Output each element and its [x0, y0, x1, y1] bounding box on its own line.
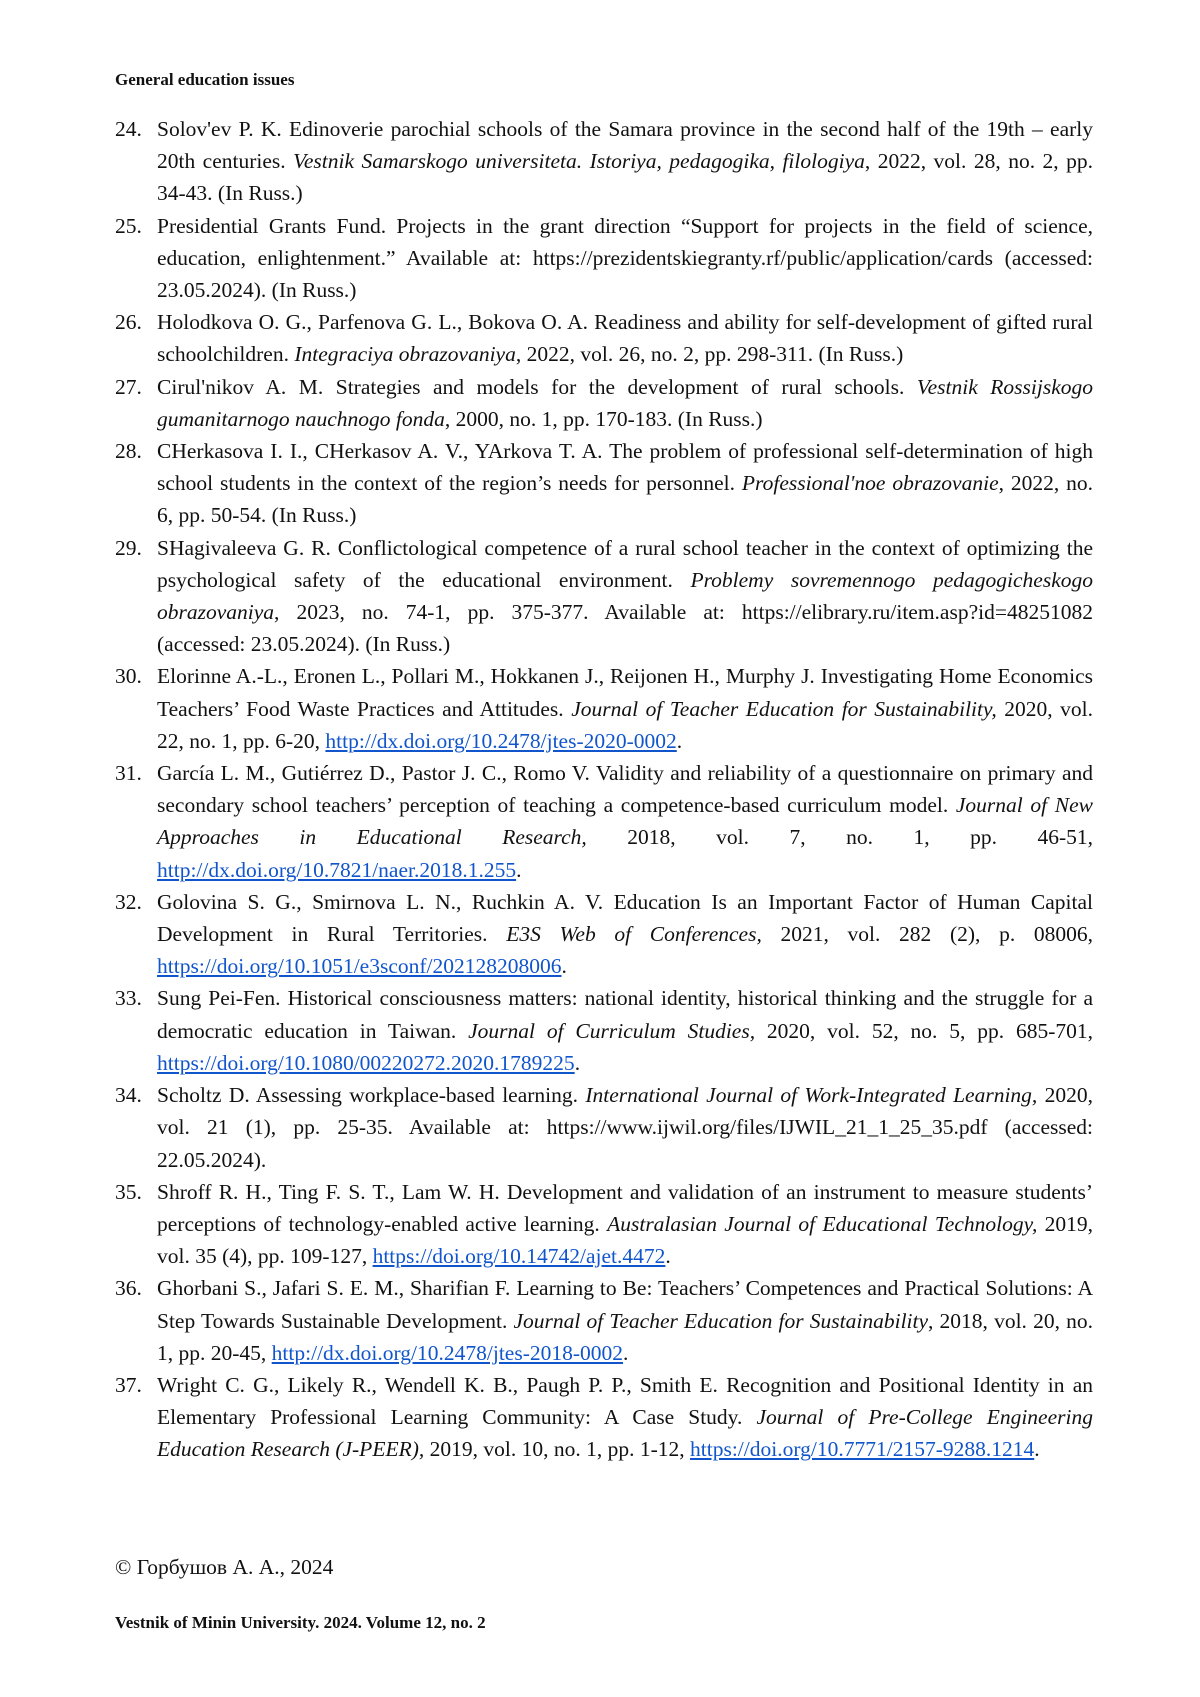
document-page	[0, 0, 1200, 1697]
reference-text	[157, 306, 1093, 370]
reference-segment: .	[1034, 1437, 1039, 1461]
reference-segment: , 2022, vol. 26, no. 2, pp. 298-311. (In Russ.)	[516, 342, 903, 366]
reference-segment: , 2023, no. 74-1, pp. 375-377. Available at: https://elibrary.ru/item.asp?id=48251082 (accessed: 23.05.2024). (In Russ.)	[157, 600, 1093, 656]
reference-segment: SHagivaleeva G. R. Conflictological competence of a rural school teacher in the context of optimizing the psychological safety of the educational environment.	[157, 536, 1093, 592]
doi-link[interactable]: https://doi.org/10.1051/e3sconf/202128208006	[157, 954, 562, 978]
reference-item	[115, 1176, 1093, 1273]
reference-segment: Presidential Grants Fund. Projects in the grant direction “Support for projects in the field of science, education, enlightenment.” Available at: https://prezidentskiegranty.rf/public/application/cards (accessed: 23.05.2024). (In Russ.)	[157, 214, 1093, 302]
reference-text	[157, 757, 1093, 886]
reference-segment: Wright C. G., Likely R., Wendell K. B., Paugh P. P., Smith E. Recognition and Positional Identity in an Elementary Professional Learning Community: A Case Study.	[157, 1373, 1093, 1429]
reference-segment: Golovina S. G., Smirnova L. N., Ruchkin A. V. Education Is an Important Factor of Human Capital Development in Rural Territories.	[157, 890, 1093, 946]
journal-title: International Journal of Work-Integrated Learning,	[585, 1083, 1037, 1107]
reference-segment: 2021, vol. 282 (2), p. 08006,	[762, 922, 1093, 946]
reference-item	[115, 660, 1093, 757]
journal-title: Problemy sovremennogo pedagogicheskogo obrazovaniya	[157, 568, 1093, 624]
journal-title: Vestnik Rossijskogo gumanitarnogo nauchnogo fonda	[157, 375, 1093, 431]
doi-link[interactable]: http://dx.doi.org/10.2478/jtes-2020-0002	[325, 729, 676, 753]
reference-segment: .	[623, 1341, 628, 1365]
reference-item	[115, 306, 1093, 370]
reference-text	[157, 113, 1093, 210]
journal-footer: Vestnik of Minin University. 2024. Volume 12, no. 2	[115, 1613, 486, 1633]
reference-number: 27.	[115, 371, 157, 403]
reference-text	[157, 886, 1093, 983]
reference-number: 36.	[115, 1272, 157, 1304]
reference-segment: , 2022, no. 6, pp. 50-54. (In Russ.)	[157, 471, 1093, 527]
reference-segment: .	[575, 1051, 580, 1075]
reference-segment: 2020, vol. 21 (1), pp. 25-35. Available at: https://www.ijwil.org/files/IJWIL_21_1_25_35.pdf (accessed: 22.05.2024).	[157, 1083, 1093, 1171]
reference-segment: Solov'ev P. K. Edinoverie parochial schools of the Samara province in the second half of the 19th – early 20th centuries.	[157, 117, 1093, 173]
reference-segment: , 2000, no. 1, pp. 170-183. (In Russ.)	[445, 407, 763, 431]
journal-title: Journal of Pre-College Engineering Education Research (J-PEER),	[157, 1405, 1093, 1461]
doi-link[interactable]: https://doi.org/10.14742/ajet.4472	[373, 1244, 666, 1268]
reference-number: 33.	[115, 982, 157, 1014]
reference-item	[115, 1272, 1093, 1369]
reference-segment: Elorinne A.-L., Eronen L., Pollari M., Hokkanen J., Reijonen H., Murphy J. Investigating Home Economics Teachers’ Food Waste Practices and Attitudes.	[157, 664, 1093, 720]
doi-link[interactable]: http://dx.doi.org/10.7821/naer.2018.1.255	[157, 858, 516, 882]
reference-number: 25.	[115, 210, 157, 242]
journal-title: Australasian Journal of Educational Technology,	[607, 1212, 1037, 1236]
reference-text	[157, 660, 1093, 757]
journal-title: Integraciya obrazovaniya	[294, 342, 516, 366]
reference-item	[115, 532, 1093, 661]
doi-link[interactable]: https://doi.org/10.7771/2157-9288.1214	[690, 1437, 1034, 1461]
journal-title: Journal of New Approaches in Educational Research,	[157, 793, 1093, 849]
reference-item	[115, 757, 1093, 886]
reference-segment: Sung Pei-Fen. Historical consciousness matters: national identity, historical thinking and the struggle for a democratic education in Taiwan.	[157, 986, 1093, 1042]
reference-segment: 2019, vol. 10, no. 1, pp. 1-12,	[424, 1437, 690, 1461]
reference-segment: .	[677, 729, 682, 753]
reference-segment: .	[516, 858, 521, 882]
reference-item	[115, 886, 1093, 983]
reference-segment: .	[562, 954, 567, 978]
reference-number: 32.	[115, 886, 157, 918]
reference-number: 31.	[115, 757, 157, 789]
reference-number: 29.	[115, 532, 157, 564]
reference-number: 26.	[115, 306, 157, 338]
running-head: General education issues	[115, 70, 294, 90]
reference-list	[115, 113, 1093, 1466]
reference-segment: 2018, vol. 7, no. 1, pp. 46-51,	[587, 825, 1093, 849]
reference-number: 35.	[115, 1176, 157, 1208]
reference-text	[157, 210, 1093, 307]
reference-item	[115, 435, 1093, 532]
reference-text	[157, 532, 1093, 661]
journal-title: Journal of Teacher Education for Sustainability,	[571, 697, 997, 721]
reference-item	[115, 371, 1093, 435]
reference-text	[157, 1176, 1093, 1273]
reference-text	[157, 982, 1093, 1079]
reference-segment: Scholtz D. Assessing workplace-based learning.	[157, 1083, 585, 1107]
journal-title: Professional'noe obrazovanie	[742, 471, 999, 495]
reference-number: 30.	[115, 660, 157, 692]
reference-segment: Holodkova O. G., Parfenova G. L., Bokova O. A. Readiness and ability for self-development of gifted rural schoolchildren.	[157, 310, 1093, 366]
reference-segment: .	[665, 1244, 670, 1268]
doi-link[interactable]: http://dx.doi.org/10.2478/jtes-2018-0002	[272, 1341, 623, 1365]
reference-text	[157, 435, 1093, 532]
reference-segment: Ghorbani S., Jafari S. E. M., Sharifian F. Learning to Be: Teachers’ Competences and Practical Solutions: A Step Towards Sustainable Development.	[157, 1276, 1093, 1332]
reference-segment: 2020, vol. 22, no. 1, pp. 6-20,	[157, 697, 1093, 753]
reference-item	[115, 113, 1093, 210]
reference-number: 37.	[115, 1369, 157, 1401]
reference-segment: Shroff R. H., Ting F. S. T., Lam W. H. Development and validation of an instrument to measure students’ perceptions of technology-enabled active learning.	[157, 1180, 1093, 1236]
journal-title: E3S Web of Conferences,	[506, 922, 762, 946]
reference-segment: CHerkasova I. I., CHerkasov A. V., YArkova T. A. The problem of professional self-determination of high school students in the context of the region’s needs for personnel.	[157, 439, 1093, 495]
reference-item	[115, 1369, 1093, 1466]
reference-segment: , 2022, vol. 28, no. 2, pp. 34-43. (In Russ.)	[157, 149, 1093, 205]
reference-item	[115, 1079, 1093, 1176]
reference-segment: García L. M., Gutiérrez D., Pastor J. C., Romo V. Validity and reliability of a questionnaire on primary and secondary school teachers’ perception of teaching a competence-based curriculum model.	[157, 761, 1093, 817]
journal-title: Journal of Teacher Education for Sustainability	[513, 1309, 928, 1333]
reference-number: 24.	[115, 113, 157, 145]
copyright-notice: © Горбушов А. А., 2024	[115, 1555, 333, 1580]
reference-segment: 2019, vol. 35 (4), pp. 109-127,	[157, 1212, 1093, 1268]
reference-text	[157, 1079, 1093, 1176]
reference-number: 28.	[115, 435, 157, 467]
reference-item	[115, 210, 1093, 307]
journal-title: Journal of Curriculum Studies,	[468, 1019, 755, 1043]
reference-text	[157, 371, 1093, 435]
reference-segment: 2020, vol. 52, no. 5, pp. 685-701,	[755, 1019, 1093, 1043]
doi-link[interactable]: https://doi.org/10.1080/00220272.2020.1789225	[157, 1051, 575, 1075]
journal-title: Vestnik Samarskogo universiteta. Istoriya, pedagogika, filologiya	[293, 149, 865, 173]
reference-segment: Cirul'nikov A. M. Strategies and models for the development of rural schools.	[157, 375, 917, 399]
reference-number: 34.	[115, 1079, 157, 1111]
reference-item	[115, 982, 1093, 1079]
reference-text	[157, 1369, 1093, 1466]
reference-text	[157, 1272, 1093, 1369]
reference-segment: , 2018, vol. 20, no. 1, pp. 20-45,	[157, 1309, 1093, 1365]
